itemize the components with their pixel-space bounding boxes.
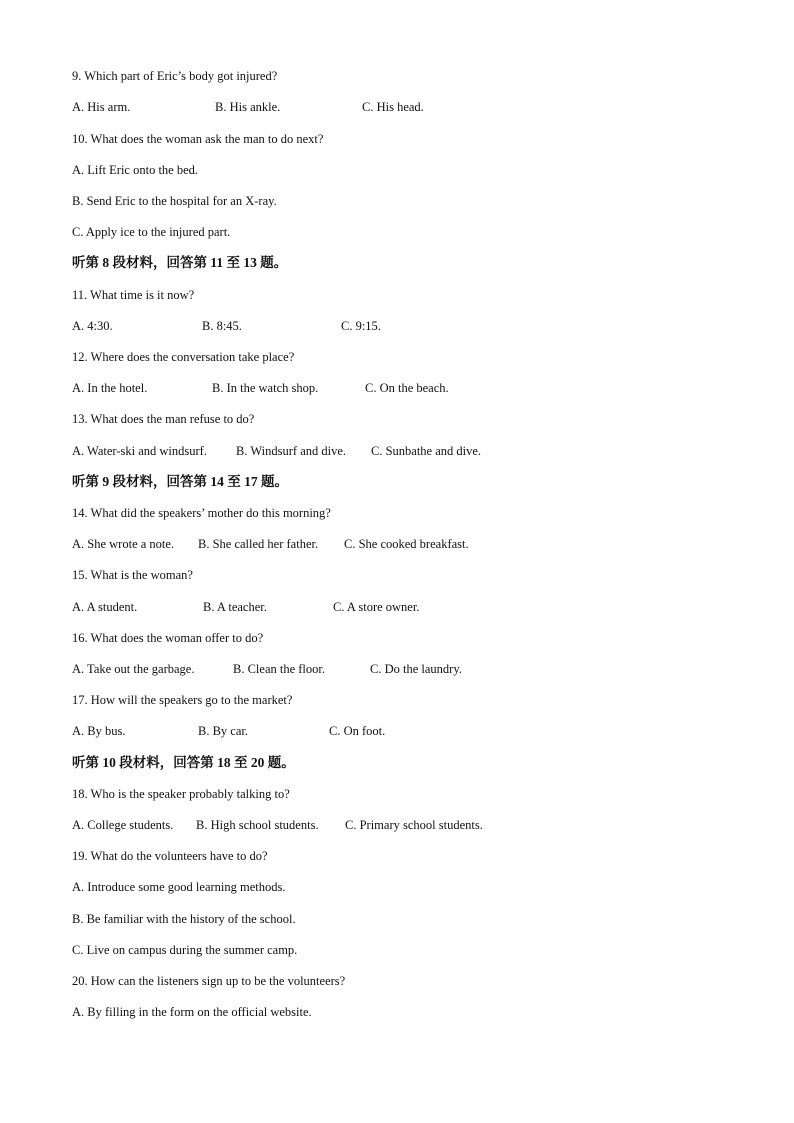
option-12b: B. In the watch shop. (212, 381, 319, 395)
question-19: 19. What do the volunteers have to do? (72, 849, 268, 863)
option-10a: A. Lift Eric onto the bed. (72, 163, 199, 177)
option-14a: A. She wrote a note. (72, 537, 175, 551)
option-19b: B. Be familiar with the history of the school. (72, 912, 296, 926)
option-17a: A. By bus. (72, 724, 126, 738)
option-14b: B. She called her father. (198, 537, 319, 551)
option-15a: A. A student. (72, 600, 138, 614)
question-11: 11. What time is it now? (72, 288, 195, 302)
question-12: 12. Where does the conversation take place? (72, 350, 295, 364)
option-14c: C. She cooked breakfast. (344, 537, 469, 551)
option-15b: B. A teacher. (203, 600, 267, 614)
question-14: 14. What did the speakers’ mother do this morning? (72, 506, 331, 520)
option-13c: C. Sunbathe and dive. (371, 444, 482, 458)
option-13b: B. Windsurf and dive. (236, 444, 347, 458)
question-10: 10. What does the woman ask the man to do next? (72, 132, 324, 146)
question-18: 18. Who is the speaker probably talking to? (72, 787, 290, 801)
option-13a: A. Water-ski and windsurf. (72, 444, 207, 458)
section-heading-8: 听第 8 段材料，回答第 11 至 13 题。 (72, 255, 288, 270)
question-9: 9. Which part of Eric’s body got injured? (72, 69, 278, 83)
option-20a: A. By filling in the form on the official website. (72, 1005, 312, 1019)
option-15c: C. A store owner. (333, 600, 420, 614)
question-15: 15. What is the woman? (72, 568, 193, 582)
option-19a: A. Introduce some good learning methods. (72, 880, 286, 894)
question-13: 13. What does the man refuse to do? (72, 412, 255, 426)
option-16c: C. Do the laundry. (370, 662, 462, 676)
option-18b: B. High school students. (196, 818, 319, 832)
option-10c: C. Apply ice to the injured part. (72, 225, 231, 239)
option-16b: B. Clean the floor. (233, 662, 325, 676)
option-11c: C. 9:15. (341, 319, 381, 333)
option-11b: B. 8:45. (202, 319, 242, 333)
option-9c: C. His head. (362, 100, 424, 114)
section-heading-10: 听第 10 段材料，回答第 18 至 20 题。 (72, 755, 295, 770)
option-17c: C. On foot. (329, 724, 386, 738)
option-18a: A. College students. (72, 818, 174, 832)
option-9b: B. His ankle. (215, 100, 281, 114)
option-9a: A. His arm. (72, 100, 131, 114)
option-12c: C. On the beach. (365, 381, 449, 395)
option-11a: A. 4:30. (72, 319, 113, 333)
option-19c: C. Live on campus during the summer camp. (72, 943, 298, 957)
option-16a: A. Take out the garbage. (72, 662, 195, 676)
question-17: 17. How will the speakers go to the market? (72, 693, 293, 707)
option-10b: B. Send Eric to the hospital for an X-ray. (72, 194, 277, 208)
option-12a: A. In the hotel. (72, 381, 148, 395)
section-heading-9: 听第 9 段材料，回答第 14 至 17 题。 (72, 474, 288, 489)
question-20: 20. How can the listeners sign up to be the volunteers? (72, 974, 346, 988)
option-17b: B. By car. (198, 724, 248, 738)
question-16: 16. What does the woman offer to do? (72, 631, 264, 645)
option-18c: C. Primary school students. (345, 818, 483, 832)
